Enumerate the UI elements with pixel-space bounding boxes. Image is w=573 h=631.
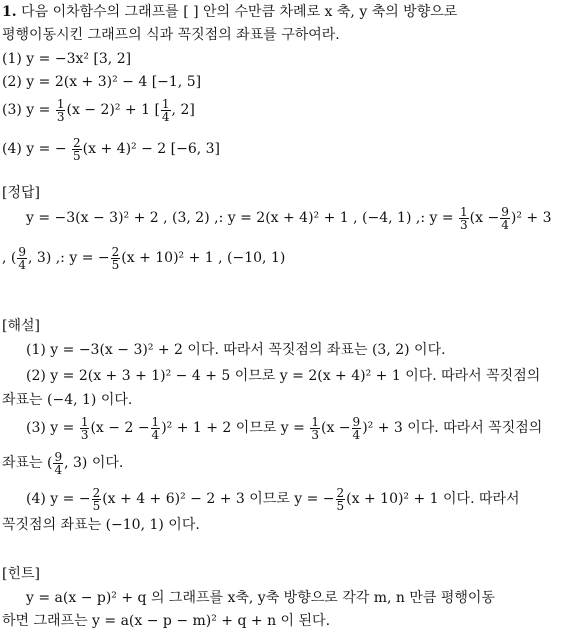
fraction: $\frac{1}{4}$ <box>161 96 170 124</box>
problem-item-4: (4) y = − $\frac{2}{5}$ (x + 4)² − 2 [−6, 3] <box>2 135 220 163</box>
explanation-p1: (1) y = −3(x − 3)² + 2 이다. 따라서 꼭짓점의 좌표는 (3, 2) 이다. <box>26 342 446 358</box>
hint-line-2: 하면 그래프는 y = a(x − p − m)² + q + n 이 된다. <box>2 613 331 629</box>
problem-text-2: 평행이동시킨 그래프의 식과 꼭짓점의 좌표를 구하여라. <box>2 27 340 43</box>
problem-text-1: 다음 이차함수의 그래프를 [ ] 안의 수만큼 차례로 x 축, y 축의 방향으로 <box>21 4 458 20</box>
problem-item-2: (2) y = 2(x + 3)² − 4 [−1, 5] <box>2 74 202 90</box>
problem-number: 1. <box>2 4 17 20</box>
hint-heading: [힌트] <box>2 566 40 582</box>
explanation-p3a: (3) y = $\frac{1}{3}$ (x − 2 − $\frac{1}{4}$ )² + 1 + 2 이므로 y = $\frac{1}{3}$ (x − $\frac{9}{4}$ )² + 3 이다. 따라서 꼭짓점의 <box>26 414 543 442</box>
fraction: $\frac{2}{5}$ <box>92 485 101 513</box>
hint-line-1: y = a(x − p)² + q 의 그래프를 x축, y축 방향으로 각각 m, n 만큼 평행이동 <box>26 590 495 606</box>
explanation-p3b: 좌표는 ( $\frac{9}{4}$ , 3) 이다. <box>2 449 124 477</box>
fraction: $\frac{2}{5}$ <box>111 244 120 272</box>
fraction: $\frac{9}{4}$ <box>352 414 361 442</box>
fraction: $\frac{1}{4}$ <box>151 414 160 442</box>
answer-heading: [정답] <box>2 185 40 201</box>
fraction: $\frac{9}{4}$ <box>501 204 509 232</box>
explanation-p4a: (4) y = − $\frac{2}{5}$ (x + 4 + 6)² − 2 + 3 이므로 y = − $\frac{2}{5}$ (x + 10)² + 1 이다. 따라서 <box>26 485 520 513</box>
explanation-p2b: 좌표는 (−4, 1) 이다. <box>2 392 133 408</box>
fraction: $\frac{9}{4}$ <box>54 449 63 477</box>
fraction: $\frac{2}{5}$ <box>336 485 345 513</box>
problem-line-1 <box>2 3 457 21</box>
answer-line-1: y = −3(x − 3)² + 2 , (3, 2) ,: y = 2(x + 4)² + 1 , (−4, 1) ,: y = $\frac{1}{3}$ (x − $\frac{9}{4}$ )² + 3 <box>26 204 552 232</box>
answer-line-2: , ( $\frac{9}{4}$ , 3) ,: y = − $\frac{2}{5}$ (x + 10)² + 1 , (−10, 1) <box>2 244 286 272</box>
fraction: $\frac{2}{5}$ <box>73 135 81 163</box>
fraction: $\frac{1}{3}$ <box>311 414 319 442</box>
problem-item-3: (3) y = $\frac{1}{3}$ (x − 2)² + 1 [ $\frac{1}{4}$ , 2] <box>2 96 195 124</box>
fraction: $\frac{1}{3}$ <box>460 204 468 232</box>
explanation-p4b: 꼭짓점의 좌표는 (−10, 1) 이다. <box>2 517 200 533</box>
fraction: $\frac{1}{3}$ <box>80 414 89 442</box>
explanation-heading: [해설] <box>2 318 40 334</box>
fraction: $\frac{9}{4}$ <box>18 244 27 272</box>
problem-item-1: (1) y = −3x² [3, 2] <box>2 51 132 67</box>
fraction: $\frac{1}{3}$ <box>56 96 65 124</box>
explanation-p2a: (2) y = 2(x + 3 + 1)² − 4 + 5 이므로 y = 2(x + 4)² + 1 이다. 따라서 꼭짓점의 <box>26 368 541 384</box>
